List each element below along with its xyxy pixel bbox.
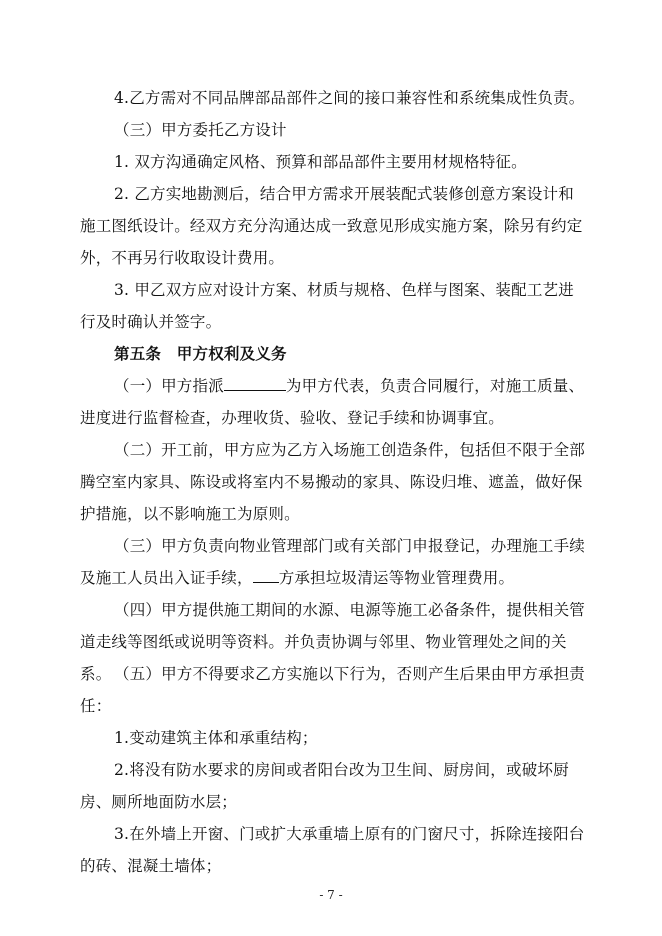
paragraph-prohibited-requests: （五）甲方不得要求乙方实施以下行为，否则产生后果由甲方承担责任： [80,665,586,715]
representative-suffix: 为甲方代表，负责合同履行，对施工质量、进度进行监督检查，办理收货、验收、登记手续和协调事宜。 [80,377,585,427]
fee-party-blank-field[interactable] [253,564,279,583]
paragraph-property-registration [80,530,588,594]
paragraph-prohibited-item-2: 2.将没有防水要求的房间或者阳台改为卫生间、厨房间，或破坏厨房、厕所地面防水层； [80,761,569,811]
paragraph-before-construction: （二）开工前，甲方应为乙方入场施工创造条件，包括但不限于全部腾空室内家具、陈设或将室内不易搬动的家具、陈设归堆、遮盖，做好保护措施，以不影响施工为原则。 [80,441,586,523]
paragraph-utilities-provision: （四）甲方提供施工期间的水源、电源等施工必备条件，提供相关管道走线等图纸或说明等资料。并负责协调与邻里、物业管理处之间的关系。 [80,601,586,683]
paragraph-prohibited-item-1: 1.变动建筑主体和承重结构； [114,729,318,747]
paragraph-design-item-1: 1. 双方沟通确定风格、预算和部品部件主要用材规格特征。 [114,153,527,171]
representative-prefix: （一）甲方指派 [114,377,224,395]
paragraph-party-a-representative [80,370,588,434]
paragraph-design-item-3: 3. 甲乙双方应对设计方案、材质与规格、色样与图案、装配工艺进行及时确认并签字。 [80,281,574,331]
registration-suffix: 方承担垃圾清运等物业管理费用。 [278,569,515,587]
paragraph-prohibited-item-3: 3.在外墙上开窗、门或扩大承重墙上原有的门窗尺寸，拆除连接阳台的砖、混凝土墙体； [80,825,585,875]
registration-prefix: （三）甲方负责向物业管理部门或有关部门申报登记，办理施工手续及施工人员出入证手续， [80,537,586,587]
representative-blank-field[interactable] [224,372,286,391]
page-number: - 7 - [319,888,343,902]
article-5-heading: 第五条 甲方权利及义务 [114,344,287,363]
paragraph-section-3-title: （三）甲方委托乙方设计 [114,121,287,139]
paragraph-interface-compatibility: 4.乙方需对不同品牌部品部件之间的接口兼容性和系统集成性负责。 [114,89,585,107]
paragraph-design-item-2: 2. 乙方实地勘测后，结合甲方需求开展装配式装修创意方案设计和施工图纸设计。经双方充分沟通达成一致意见形成实施方案，除另有约定外，不再另行收取设计费用。 [80,185,583,267]
